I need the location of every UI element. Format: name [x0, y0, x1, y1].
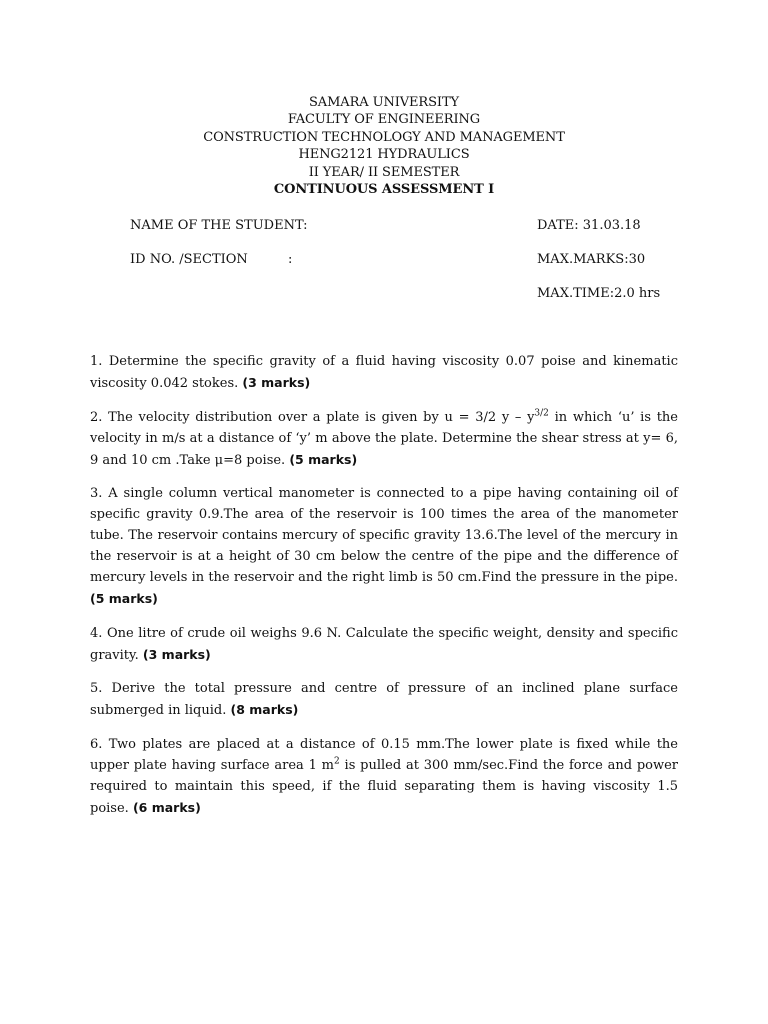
question-5: [90, 678, 678, 721]
question-text: 6. Two plates are placed at a distance of 0.15 mm.The lower plate is fixed while the upper plate having surface area 1 m: [90, 736, 678, 773]
max-time: MAX.TIME:2.0 hrs: [537, 286, 661, 301]
exam-date: DATE: 31.03.18: [537, 218, 641, 233]
question-4: [90, 623, 678, 666]
department-name: CONSTRUCTION TECHNOLOGY AND MANAGEMENT: [203, 129, 565, 145]
question-marks: (6 marks): [132, 799, 201, 815]
question-list: [90, 351, 678, 831]
assessment-title: CONTINUOUS ASSESSMENT I: [273, 182, 495, 198]
faculty-name: FACULTY OF ENGINEERING: [287, 112, 481, 128]
question-text: 4. One litre of crude oil weighs 9.6 N. Calculate the specific weight, density and specific gravity.: [90, 625, 678, 663]
question-text: 1. Determine the specific gravity of a fluid having viscosity 0.07 poise and kinematic viscosity 0.042 stokes.: [90, 354, 678, 391]
question-text: 5. Derive the total pressure and centre of pressure of an inclined plane surface submerged in liquid.: [90, 681, 678, 718]
question-text: 2. The velocity distribution over a plate is given by u = 3/2 y – y: [90, 409, 535, 425]
superscript: 2: [334, 756, 340, 767]
question-marks: (5 marks): [90, 591, 158, 606]
superscript: 3/2: [534, 408, 549, 419]
question-text-cont: in which ‘u’ is the velocity in m/s at a distance of ‘y’ m above the plate. Determine the shear stress at y= 6, 9 and 10 cm .Take μ=8 poise.: [90, 409, 678, 468]
exam-header: [0, 94, 768, 198]
question-3: [90, 483, 678, 610]
question-1: [90, 351, 678, 394]
question-marks: (5 marks): [289, 451, 358, 467]
question-marks: (3 marks): [242, 375, 311, 390]
question-text: 3. A single column vertical manometer is connected to a pipe having containing oil of specific gravity 0.9.The area of the reservoir is 100 times the area of the manometer tube. The reservoir contains mercury of specific gravity 13.6.The level of the mercury in the reservoir is at a height of 30 cm below the centre of the pipe and the difference of mercury levels in the reservoir and the right limb is 50 cm.Find the pressure in the pipe.: [90, 486, 678, 585]
id-section-label: ID NO. /SECTION: [130, 252, 248, 267]
question-2: [90, 407, 678, 471]
year-semester: II YEAR/ II SEMESTER: [308, 164, 460, 180]
question-marks: (3 marks): [142, 646, 211, 662]
max-marks: MAX.MARKS:30: [537, 252, 646, 267]
course-title: HENG2121 HYDRAULICS: [298, 147, 470, 163]
id-section-colon: :: [288, 252, 293, 267]
question-text-cont: is pulled at 300 mm/sec.Find the force and power required to maintain this speed, if the fluid separating them is having viscosity 1.5 poise.: [90, 757, 678, 816]
question-6: [90, 734, 678, 819]
university-name: SAMARA UNIVERSITY: [308, 95, 460, 110]
question-marks: (8 marks): [230, 702, 299, 717]
student-name-label: NAME OF THE STUDENT:: [130, 218, 308, 233]
